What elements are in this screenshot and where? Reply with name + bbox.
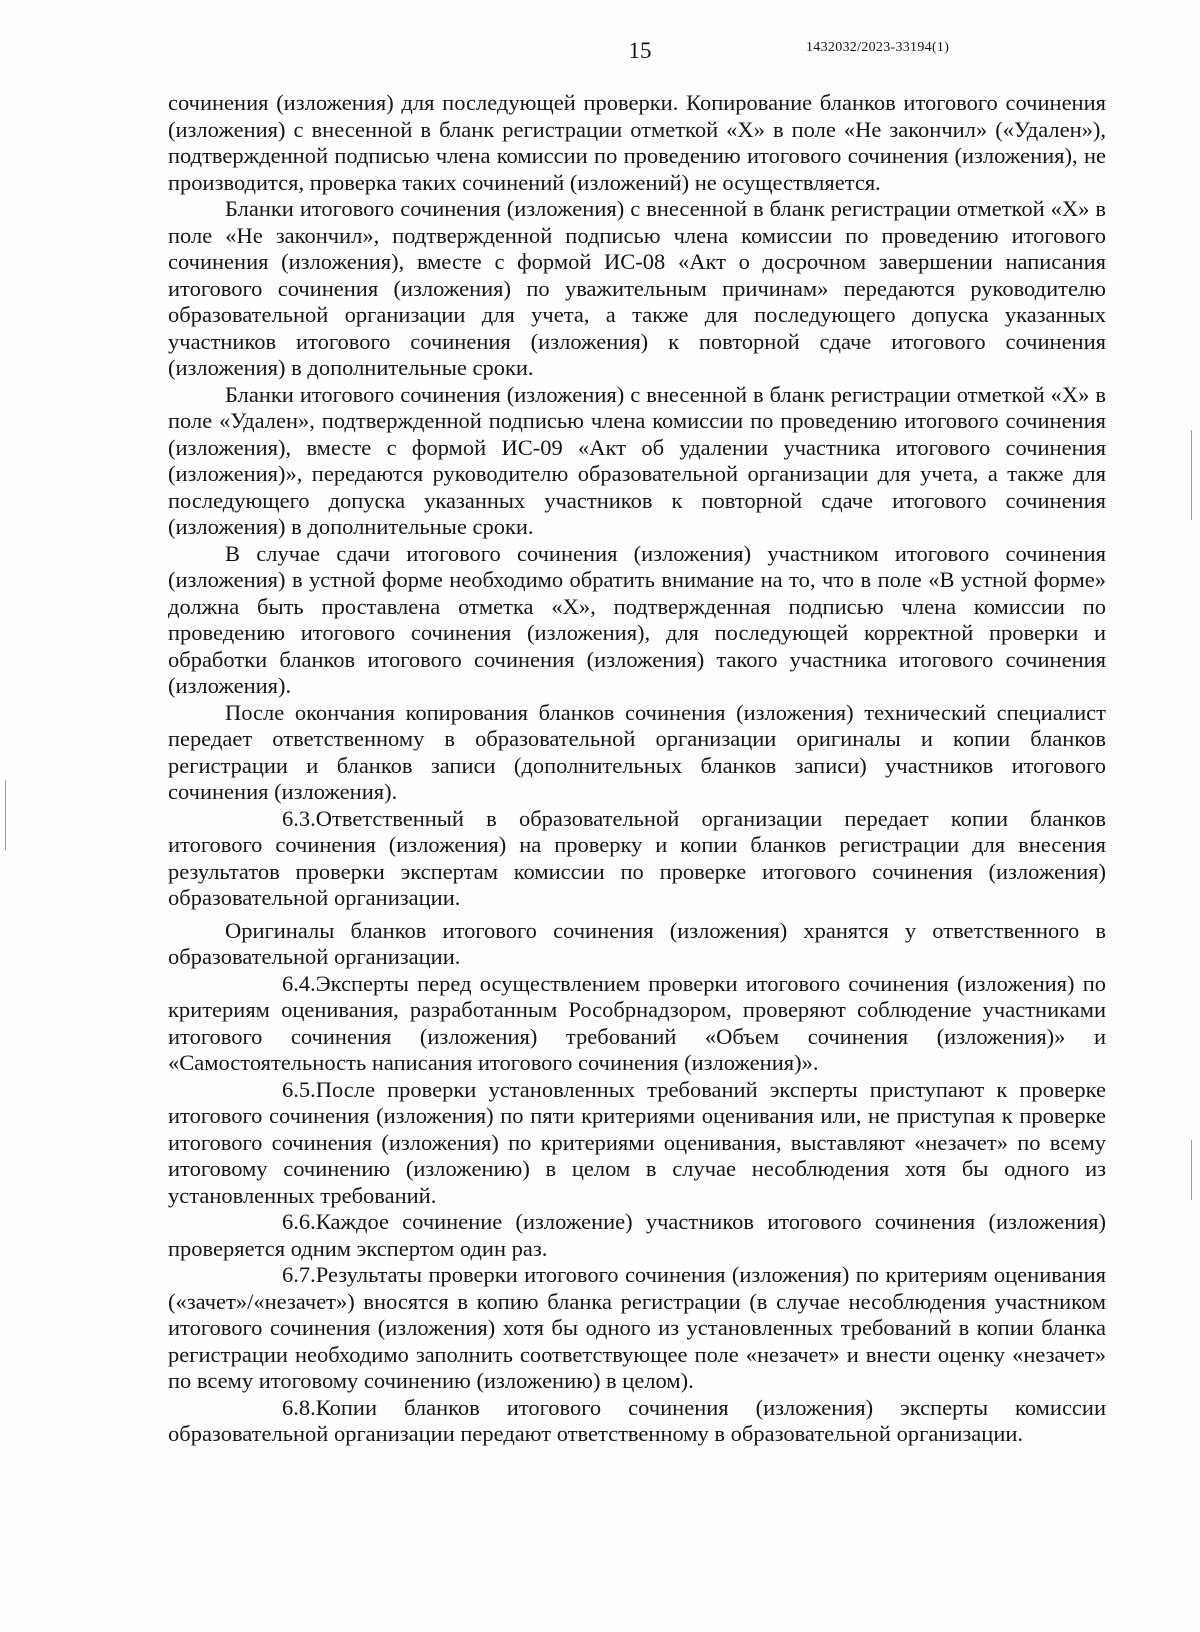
document-body [168,90,1106,1448]
clause-6-4 [168,971,1106,1077]
paragraph-text: сочинения (изложения) для последующей проверки. Копирование бланков итогового сочинения (изложения) с внесенной в бланк регистрации отметкой «Х» в поле «Не закончил» («Удален»), подтвержденной подписью члена комиссии по проведению итогового сочинения (изложения), не производится, проверка таких сочинений (изложений) не осуществляется. [168,90,1106,195]
page-number: 15 [628,38,652,63]
clause-6-6 [168,1209,1106,1262]
paragraph-continuation [168,90,1106,196]
clause-6-8 [168,1395,1106,1448]
paragraph-not-finished-forms [168,196,1106,382]
clause-text: После проверки установленных требований эксперты приступают к проверке итогового сочинения (изложения) по пяти критериями оценивания или, не приступая к проверке итогового сочинения (изложения) по критериями оценивания, выставляют «незачет» по всему итоговому сочинению (изложению) в целом в случае несоблюдения хотя бы одного из установленных требований. [168,1076,1106,1208]
clause-6-3 [168,806,1106,912]
paragraph-text: Бланки итогового сочинения (изложения) с внесенной в бланк регистрации отметкой «Х» в поле «Не закончил», подтвержденной подписью члена комиссии по проведению итогового сочинения (изложения), вместе с формой ИС-08 «Акт о досрочном завершении написания итогового сочинения (изложения) по уважительным причинам» передаются руководителю образовательной организации для учета, а также для последующего допуска указанных участников итогового сочинения (изложения) к повторной сдаче итогового сочинения (изложения) в дополнительные сроки. [168,196,1106,380]
clause-text: Копии бланков итогового сочинения (изложения) эксперты комиссии образовательной организации передают ответственному в образовательной организации. [168,1394,1106,1446]
clause-number: 6.3. [282,805,316,831]
clause-6-7 [168,1262,1106,1395]
paragraph-text: Оригиналы бланков итогового сочинения (изложения) хранятся у ответственного в образовательной организации. [168,917,1106,969]
paragraph-originals-storage [168,918,1106,971]
paragraph-after-copying [168,700,1106,806]
clause-text: Результаты проверки итогового сочинения (изложения) по критериям оценивания («зачет»/«незачет») вносятся в копию бланка регистрации (в случае несоблюдения участником итогового сочинения (изложения) хотя бы одного из установленных требований в копии бланка регистрации необходимо заполнить соответствующее поле «незачет» и внести оценку «незачет» по всему итоговому сочинению (изложению) в целом). [168,1262,1106,1393]
clause-number: 6.8. [282,1394,316,1420]
scan-edge-mark [1191,430,1192,520]
clause-number: 6.7. [282,1262,316,1287]
clause-text: Ответственный в образовательной организации передает копии бланков итогового сочинения (изложения) на проверку и копии бланков регистрации для внесения результатов проверки экспертам комиссии по проверке итогового сочинения (изложения) образовательной организации. [168,805,1106,910]
clause-text: Каждое сочинение (изложение) участников итогового сочинения (изложения) проверяется одним экспертом один раз. [168,1209,1106,1261]
clause-number: 6.5. [282,1076,316,1102]
clause-number: 6.6. [282,1209,316,1234]
clause-number: 6.4. [282,970,316,996]
paragraph-text: Бланки итогового сочинения (изложения) с внесенной в бланк регистрации отметкой «Х» в поле «Удален», подтвержденной подписью члена комиссии по проведению итогового сочинения (изложения), вместе с формой ИС-09 «Акт об удалении участника итогового сочинения (изложения)», передаются руководителю образовательной организации для учета, а также для последующего допуска указанных участников к повторной сдаче итогового сочинения (изложения) в дополнительные сроки. [168,381,1106,539]
paragraph-oral-form [168,541,1106,700]
clause-text: Эксперты перед осуществлением проверки итогового сочинения (изложения) по критериям оценивания, разработанным Рособрнадзором, проверяют соблюдение участниками итогового сочинения (изложения) требований «Объем сочинения (изложения)» и «Самостоятельность написания итогового сочинения (изложения)». [168,970,1106,1075]
paragraph-removed-forms [168,382,1106,541]
scan-edge-mark [5,780,6,850]
scan-edge-mark [1191,1140,1192,1200]
paragraph-text: В случае сдачи итогового сочинения (изложения) участником итогового сочинения (изложения) в устной форме необходимо обратить внимание на то, что в поле «В устной форме» должна быть проставлена отметка «Х», подтвержденная подписью члена комиссии по проведению итогового сочинения (изложения), для последующей корректной проверки и обработки бланков итогового сочинения (изложения) такого участника итогового сочинения (изложения). [168,540,1106,698]
clause-6-5 [168,1077,1106,1210]
paragraph-text: После окончания копирования бланков сочинения (изложения) технический специалист передает ответственному в образовательной организации оригиналы и копии бланков регистрации и бланков записи (дополнительных бланков записи) участников итогового сочинения (изложения). [168,699,1106,804]
document-id: 1432032/2023-33194(1) [806,40,950,55]
